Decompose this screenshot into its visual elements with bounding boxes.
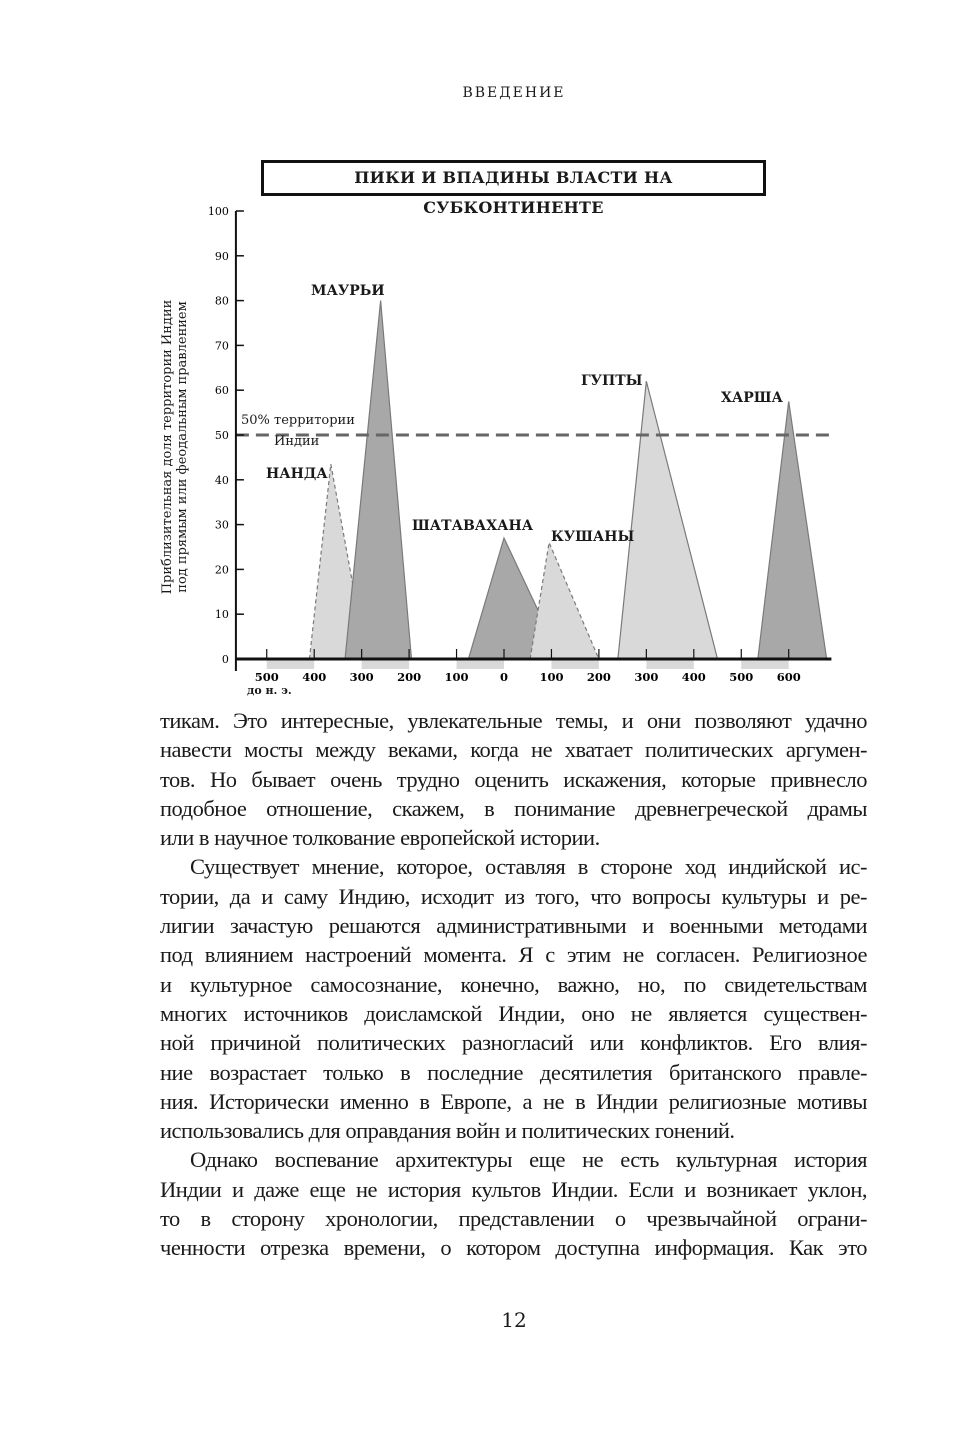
series-triangle-ХАРША <box>758 401 827 659</box>
y-axis-label <box>160 300 190 595</box>
y-tick-label: 20 <box>214 563 229 577</box>
text-line: тории, да и саму Индию, исходит из того, что вопросы культуры и ре- <box>160 883 867 909</box>
text-line: или в научное толкование европейской истории. <box>160 825 600 851</box>
y-tick-label: 30 <box>214 518 229 532</box>
x-tick-label: 500 <box>254 670 279 684</box>
x-tick-label: 600 <box>776 670 801 684</box>
text-line: ние возрастает только в последние десятилетия британского правле- <box>160 1059 867 1085</box>
x-tick-label: 500 <box>729 670 754 684</box>
text-line: многих источников доисламской Индии, оно не является существен- <box>160 1000 867 1026</box>
series-label-gupta: ГУПТЫ <box>581 373 643 389</box>
text-line: Однако воспевание архитектуры еще не есть культурная история <box>190 1147 867 1173</box>
x-tick-label: 300 <box>349 670 374 684</box>
text-line: Существует мнение, которое, оставляя в стороне ход индийской ис- <box>190 854 867 880</box>
x-tick-label: 200 <box>397 670 422 684</box>
x-tick-label: 100 <box>539 670 564 684</box>
page-number: 12 <box>501 1308 527 1332</box>
text-line: подобное отношение, скажем, в понимание древнегреческой драмы <box>160 795 867 821</box>
x-axis-era-note: до н. э. <box>247 684 292 697</box>
reference-line-label: Индии <box>274 434 320 449</box>
y-tick-label: 0 <box>221 653 229 666</box>
axis-band <box>362 660 409 669</box>
text-line: Индии и даже еще не история культов Индии. Если и возникает уклон, <box>160 1176 867 1202</box>
x-tick-label: 0 <box>499 670 509 684</box>
y-axis-label-line: Приблизительная доля территории Индии <box>160 299 175 595</box>
axis-band <box>646 660 693 669</box>
running-head: ВВЕДЕНИЕ <box>462 85 566 101</box>
text-line: использовались для оправдания войн и политических гонений. <box>160 1118 735 1144</box>
series-label-shatavahana: ШАТАВАХАНА <box>412 518 534 534</box>
series-label-kushan: КУШАНЫ <box>551 529 635 545</box>
axis-band <box>551 660 598 669</box>
axis-band <box>267 660 314 669</box>
text-line: тикам. Это интересные, увлекательные темы, и они позволяют удачно <box>160 708 867 733</box>
series-label-maurya: МАУРЬИ <box>311 283 385 299</box>
text-line: под влиянием настроений момента. Я с этим не согласен. Религиозное <box>160 942 867 968</box>
series-label-nanda: НАНДА <box>266 466 328 482</box>
chart-title: ПИКИ И ВПАДИНЫ ВЛАСТИ НА СУБКОНТИНЕНТЕ <box>261 160 766 196</box>
text-line: лигии зачастую решаются административными и военными методами <box>160 913 867 939</box>
y-axis-label-line: под прямым или феодальным правлением <box>175 301 190 593</box>
chart <box>0 0 974 720</box>
y-tick-label: 80 <box>214 294 229 308</box>
y-tick-label: 50 <box>214 429 229 442</box>
text-line: тов. Но бывает очень трудно оценить искажения, которые привнесло <box>160 766 867 792</box>
text-line: ченности отрезка времени, о котором доступна информация. Как это <box>160 1235 867 1261</box>
y-tick-label: 40 <box>214 473 229 487</box>
series-triangle-КУШАНЫ <box>530 543 599 659</box>
reference-line-label: 50% территории <box>241 413 355 428</box>
y-tick-label: 90 <box>214 249 229 263</box>
x-tick-label: 300 <box>634 670 659 684</box>
x-tick-label: 400 <box>302 670 327 684</box>
text-line: ния. Исторически именно в Европе, а не в Индии религиозные мотивы <box>160 1088 867 1114</box>
x-tick-label: 100 <box>444 670 469 684</box>
series-triangle-ГУПТЫ <box>618 381 718 659</box>
axis-band <box>457 660 504 669</box>
y-tick-label: 10 <box>214 608 229 622</box>
y-tick-label: 70 <box>214 339 229 353</box>
axis-band <box>741 660 788 669</box>
text-line: навести мосты между веками, когда не хватает политических аргумен- <box>160 737 867 763</box>
series-triangle-МАУРЬИ <box>345 301 411 659</box>
text-line: и культурное самосознание, конечно, важно, но, по свидетельствам <box>160 971 867 997</box>
x-tick-label: 200 <box>586 670 611 684</box>
text-line: то в сторону хронологии, представлении о чрезвычайной ограни- <box>160 1206 867 1232</box>
x-tick-label: 400 <box>681 670 706 684</box>
text-line: ной причиной политических разногласий или конфликтов. Его влия- <box>160 1030 867 1056</box>
series-label-harsha: ХАРША <box>721 390 783 406</box>
y-tick-label: 60 <box>214 384 229 398</box>
y-tick-label: 100 <box>207 205 229 218</box>
body-text <box>160 706 867 1263</box>
